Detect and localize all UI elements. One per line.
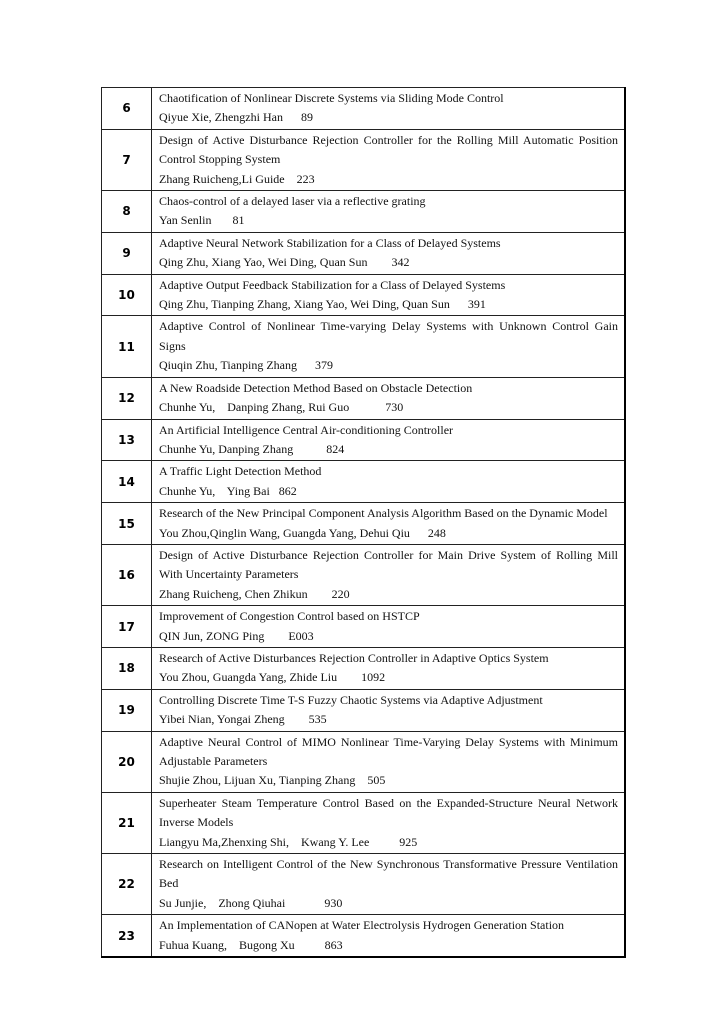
entry-number: 22	[102, 854, 152, 915]
paper-title: Design of Active Disturbance Rejection Controller for Main Drive System of Rolling Mill With Uncertainty Parameters	[159, 547, 618, 582]
paper-authors-and-page: Qing Zhu, Tianping Zhang, Xiang Yao, Wei Ding, Quan Sun 391	[159, 297, 486, 312]
paper-title: Design of Active Disturbance Rejection Controller for the Rolling Mill Automatic Position Control Stopping System	[159, 132, 618, 167]
entry-content	[152, 377, 626, 419]
paper-title: Superheater Steam Temperature Control Based on the Expanded-Structure Neural Network Inverse Models	[159, 795, 618, 830]
paper-entry-row	[102, 377, 626, 419]
paper-entry-row	[102, 689, 626, 731]
paper-title: A Traffic Light Detection Method	[159, 464, 322, 479]
entry-content	[152, 419, 626, 461]
entry-number: 13	[102, 419, 152, 461]
paper-authors-and-page: Fuhua Kuang, Bugong Xu 863	[159, 937, 343, 952]
paper-entry-row	[102, 461, 626, 503]
paper-list-body	[102, 88, 626, 958]
entry-content	[152, 88, 626, 130]
paper-title: Adaptive Neural Control of MIMO Nonlinear Time-Varying Delay Systems with Minimum Adjustable Parameters	[159, 734, 618, 768]
paper-title: Adaptive Neural Network Stabilization for a Class of Delayed Systems	[159, 235, 501, 250]
entry-number: 12	[102, 377, 152, 419]
entry-number: 7	[102, 129, 152, 190]
entry-number: 9	[102, 232, 152, 274]
paper-authors-and-page: Zhang Ruicheng,Li Guide 223	[159, 171, 315, 186]
paper-authors-and-page: Shujie Zhou, Lijuan Xu, Tianping Zhang 505	[159, 773, 386, 788]
paper-title: Research of Active Disturbances Rejection Controller in Adaptive Optics System	[159, 650, 549, 665]
paper-entry-row	[102, 232, 626, 274]
paper-authors-and-page: Yan Senlin 81	[159, 213, 245, 228]
paper-title: Research on Intelligent Control of the New Synchronous Transformative Pressure Ventilation Bed	[159, 857, 618, 891]
entry-content	[152, 731, 626, 792]
paper-authors-and-page: Zhang Ruicheng, Chen Zhikun 220	[159, 586, 350, 601]
paper-title: An Artificial Intelligence Central Air-conditioning Controller	[159, 422, 454, 437]
paper-title: Adaptive Output Feedback Stabilization for a Class of Delayed Systems	[159, 277, 506, 292]
paper-entry-row	[102, 419, 626, 461]
entry-content	[152, 689, 626, 731]
entry-number: 20	[102, 731, 152, 792]
paper-authors-and-page: You Zhou, Guangda Yang, Zhide Liu 1092	[159, 670, 386, 685]
entry-content	[152, 274, 626, 316]
paper-authors-and-page: Chunhe Yu, Danping Zhang, Rui Guo 730	[159, 400, 404, 415]
entry-content	[152, 191, 626, 233]
paper-authors-and-page: Chunhe Yu, Danping Zhang 824	[159, 441, 345, 456]
entry-content	[152, 792, 626, 853]
entry-number: 8	[102, 191, 152, 233]
entry-number: 17	[102, 606, 152, 648]
paper-title: Controlling Discrete Time T-S Fuzzy Chaotic Systems via Adaptive Adjustment	[159, 692, 543, 707]
paper-authors-and-page: QIN Jun, ZONG Ping E003	[159, 628, 314, 643]
entry-number: 10	[102, 274, 152, 316]
paper-entry-row	[102, 88, 626, 130]
paper-entry-row	[102, 503, 626, 545]
entry-content	[152, 854, 626, 915]
entry-number: 16	[102, 544, 152, 605]
paper-entry-row	[102, 191, 626, 233]
entry-content	[152, 503, 626, 545]
entry-content	[152, 316, 626, 377]
paper-entry-row	[102, 647, 626, 689]
paper-authors-and-page: Qing Zhu, Xiang Yao, Wei Ding, Quan Sun 342	[159, 255, 410, 270]
paper-authors-and-page: Chunhe Yu, Ying Bai 862	[159, 483, 297, 498]
entry-number: 23	[102, 915, 152, 957]
entry-content	[152, 606, 626, 648]
paper-entry-row	[102, 606, 626, 648]
paper-entry-row	[102, 129, 626, 190]
entry-content	[152, 232, 626, 274]
paper-list-table	[101, 87, 626, 958]
entry-number: 21	[102, 792, 152, 853]
paper-entry-row	[102, 274, 626, 316]
paper-title: Adaptive Control of Nonlinear Time-varying Delay Systems with Unknown Control Gain Signs	[159, 319, 618, 353]
paper-entry-row	[102, 854, 626, 915]
paper-entry-row	[102, 792, 626, 853]
entry-number: 19	[102, 689, 152, 731]
paper-entry-row	[102, 731, 626, 792]
paper-authors-and-page: Qiuqin Zhu, Tianping Zhang 379	[159, 358, 334, 373]
entry-number: 18	[102, 647, 152, 689]
paper-title: Improvement of Congestion Control based on HSTCP	[159, 609, 420, 624]
entry-number: 6	[102, 88, 152, 130]
paper-authors-and-page: You Zhou,Qinglin Wang, Guangda Yang, Dehui Qiu 248	[159, 525, 446, 540]
paper-title: Chaos-control of a delayed laser via a reflective grating	[159, 194, 426, 209]
entry-content	[152, 647, 626, 689]
paper-authors-and-page: Yibei Nian, Yongai Zheng 535	[159, 712, 327, 727]
entry-content	[152, 129, 626, 190]
paper-entry-row	[102, 544, 626, 605]
paper-entry-row	[102, 316, 626, 377]
paper-authors-and-page: Qiyue Xie, Zhengzhi Han 89	[159, 110, 313, 125]
paper-title: Research of the New Principal Component Analysis Algorithm Based on the Dynamic Model	[159, 506, 608, 521]
entry-number: 15	[102, 503, 152, 545]
entry-number: 11	[102, 316, 152, 377]
paper-title: Chaotification of Nonlinear Discrete Systems via Sliding Mode Control	[159, 91, 504, 105]
paper-authors-and-page: Liangyu Ma,Zhenxing Shi, Kwang Y. Lee 925	[159, 834, 418, 849]
entry-number: 14	[102, 461, 152, 503]
paper-title: An Implementation of CANopen at Water Electrolysis Hydrogen Generation Station	[159, 918, 565, 933]
paper-title: A New Roadside Detection Method Based on Obstacle Detection	[159, 380, 473, 395]
paper-authors-and-page: Su Junjie, Zhong Qiuhai 930	[159, 895, 343, 910]
paper-entry-row	[102, 915, 626, 957]
entry-content	[152, 544, 626, 605]
entry-content	[152, 915, 626, 957]
entry-content	[152, 461, 626, 503]
